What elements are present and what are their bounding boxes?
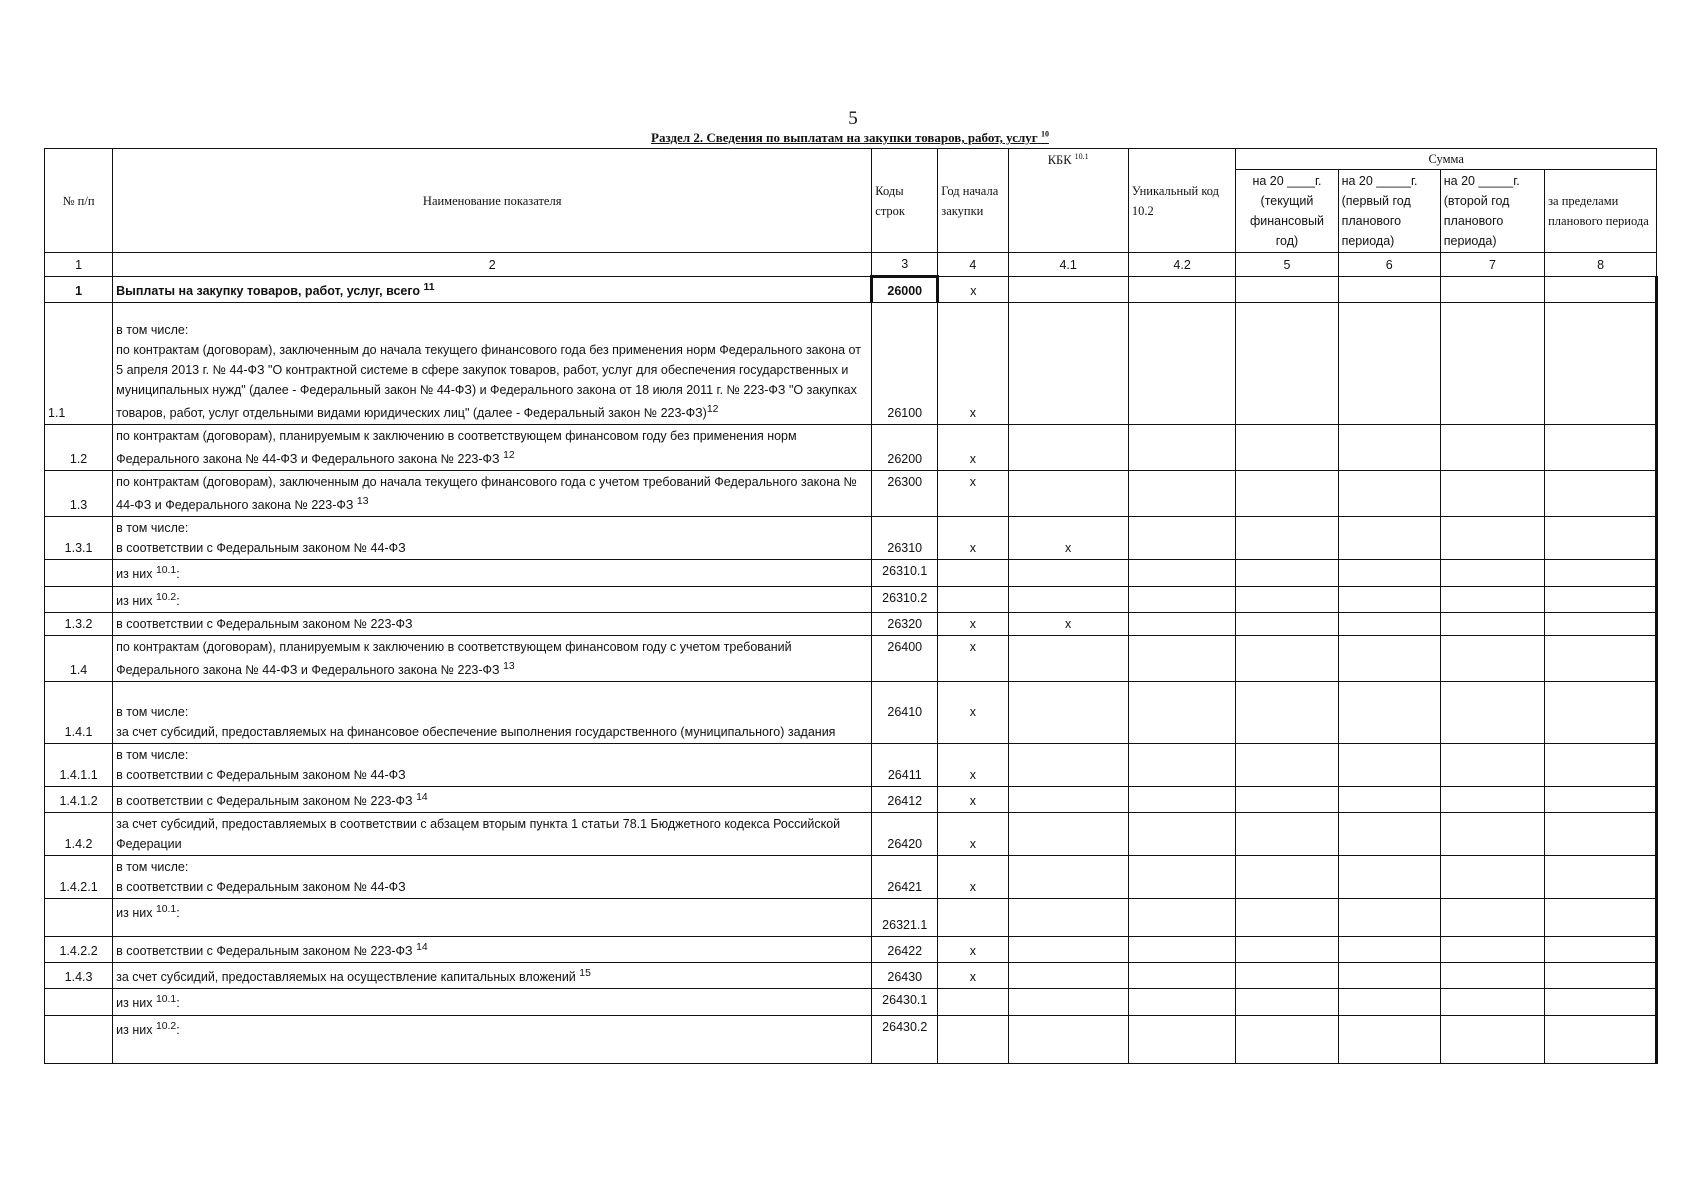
row-name — [113, 937, 872, 963]
header-sum: Сумма — [1236, 149, 1657, 170]
table-row — [45, 1015, 1657, 1063]
row-kbk — [1008, 471, 1128, 517]
row-kbk: x — [1008, 612, 1128, 635]
row-name — [113, 303, 872, 425]
row-sum-7 — [1440, 277, 1544, 303]
header-col5: на 20 ____г. (текущий финансовый год) — [1236, 170, 1338, 253]
row-name-text: из них — [116, 593, 153, 608]
table-row — [45, 560, 1657, 586]
row-sum-7 — [1440, 517, 1544, 560]
row-sum-8 — [1545, 1015, 1657, 1063]
row-number: 1.2 — [45, 425, 113, 471]
row-sum-8 — [1545, 681, 1657, 743]
col-number: 8 — [1545, 253, 1657, 277]
header-col8: за пределами планового периода — [1545, 170, 1657, 253]
header-code: Коды строк — [872, 149, 938, 253]
row-kbk — [1008, 635, 1128, 681]
row-number — [45, 899, 113, 937]
row-footnote: 10.1 — [155, 994, 177, 1006]
row-unique-code — [1128, 586, 1236, 612]
header-name: Наименование показателя — [113, 149, 872, 253]
row-kbk — [1008, 813, 1128, 856]
row-name-text: в том числе: по контрактам (договорам), заключенным до начала текущего финансового года без применения норм Федерального закона от 5 апреля 2013 г. № 44-ФЗ "О контрактной системе в сфере закупок товаров, работ, услуг для обеспечения государственных и муниципальных нужд" (далее - Федеральный закон № 44-ФЗ) и Федерального закона от 18 июля 2011 г. № 223-ФЗ "О закупках товаров, работ, услуг отдельными видами юридических лиц" (далее - Федеральный закон № 223-ФЗ) — [116, 323, 861, 421]
row-sum-6 — [1338, 963, 1440, 989]
row-name: в том числе: в соответствии с Федеральным законом № 44-ФЗ — [113, 743, 872, 786]
row-year — [938, 989, 1008, 1015]
row-unique-code — [1128, 899, 1236, 937]
column-number-row — [45, 253, 1657, 277]
row-name: из них $^{10.1}$: — [113, 989, 872, 1015]
row-number: 1.3.1 — [45, 517, 113, 560]
row-footnote: 14 — [416, 942, 428, 954]
row-sum-6 — [1338, 425, 1440, 471]
row-kbk — [1008, 277, 1128, 303]
row-sum-7 — [1440, 303, 1544, 425]
header-col6: на 20 _____г. (первый год планового периода) — [1338, 170, 1440, 253]
row-number — [45, 989, 113, 1015]
header-num: № п/п — [45, 149, 113, 253]
table-row — [45, 813, 1657, 856]
row-number: 1.3 — [45, 471, 113, 517]
row-year: x — [938, 963, 1008, 989]
row-sum-5 — [1236, 612, 1338, 635]
row-number: 1.3.2 — [45, 612, 113, 635]
row-sum-6 — [1338, 1015, 1440, 1063]
row-sum-5 — [1236, 425, 1338, 471]
table-row — [45, 899, 1657, 937]
row-sum-5 — [1236, 743, 1338, 786]
row-name-text: в соответствии с Федеральным законом № 223-ФЗ — [116, 944, 413, 959]
row-number: 1 — [45, 277, 113, 303]
row-sum-7 — [1440, 989, 1544, 1015]
row-name-text: из них — [116, 567, 153, 582]
row-name — [113, 425, 872, 471]
row-sum-8 — [1545, 560, 1657, 586]
row-name: в том числе: в соответствии с Федеральным законом № 44-ФЗ — [113, 856, 872, 899]
row-code: 26430.1 — [872, 989, 938, 1015]
table-row — [45, 612, 1657, 635]
row-footnote: 10.1 — [155, 904, 177, 916]
row-sum-6 — [1338, 635, 1440, 681]
row-sum-6 — [1338, 989, 1440, 1015]
row-kbk — [1008, 899, 1128, 937]
header-unique-code: Уникальный код 10.2 — [1128, 149, 1236, 253]
row-sum-7 — [1440, 560, 1544, 586]
row-unique-code — [1128, 743, 1236, 786]
row-name: из них $^{10.1}$: — [113, 560, 872, 586]
row-name: из них $^{10.1}$: — [113, 899, 872, 937]
col-number: 3 — [872, 253, 938, 277]
row-code: 26321.1 — [872, 899, 938, 937]
row-code: 26310 — [872, 517, 938, 560]
row-unique-code — [1128, 681, 1236, 743]
row-sum-7 — [1440, 813, 1544, 856]
row-kbk — [1008, 989, 1128, 1015]
row-year: x — [938, 277, 1008, 303]
row-sum-7 — [1440, 681, 1544, 743]
row-name: за счет субсидий, предоставляемых в соответствии с абзацем вторым пункта 1 статьи 78.1 Бюджетного кодекса Российской Федерации — [113, 813, 872, 856]
table-row — [45, 937, 1657, 963]
row-sum-7 — [1440, 937, 1544, 963]
row-year — [938, 560, 1008, 586]
row-unique-code — [1128, 560, 1236, 586]
row-sum-7 — [1440, 856, 1544, 899]
row-number: 1.4.1 — [45, 681, 113, 743]
row-sum-6 — [1338, 277, 1440, 303]
row-sum-8 — [1545, 899, 1657, 937]
row-unique-code — [1128, 612, 1236, 635]
row-sum-8 — [1545, 277, 1657, 303]
row-year — [938, 1015, 1008, 1063]
payments-table — [44, 148, 1658, 1064]
row-sum-8 — [1545, 856, 1657, 899]
row-unique-code — [1128, 786, 1236, 812]
row-sum-6 — [1338, 813, 1440, 856]
row-sum-7 — [1440, 612, 1544, 635]
table-row — [45, 471, 1657, 517]
row-year — [938, 586, 1008, 612]
row-code: 26000 — [872, 277, 938, 303]
row-name — [113, 277, 872, 303]
row-sum-8 — [1545, 586, 1657, 612]
row-sum-8 — [1545, 937, 1657, 963]
row-sum-6 — [1338, 612, 1440, 635]
row-kbk — [1008, 856, 1128, 899]
row-code: 26410 — [872, 681, 938, 743]
row-name: из них $^{10.2}$: — [113, 586, 872, 612]
row-year: x — [938, 471, 1008, 517]
table-row — [45, 277, 1657, 303]
row-unique-code — [1128, 813, 1236, 856]
table-row — [45, 425, 1657, 471]
row-sum-5 — [1236, 277, 1338, 303]
header-year: Год начала закупки — [938, 149, 1008, 253]
section-title — [560, 130, 1140, 146]
row-kbk — [1008, 560, 1128, 586]
row-code: 26320 — [872, 612, 938, 635]
page-number: 5 — [848, 108, 858, 129]
row-name-text: за счет субсидий, предоставляемых на осуществление капитальных вложений — [116, 970, 576, 985]
row-name-text: из них — [116, 906, 153, 921]
row-unique-code — [1128, 517, 1236, 560]
row-sum-5 — [1236, 963, 1338, 989]
row-kbk — [1008, 963, 1128, 989]
row-name — [113, 786, 872, 812]
header-col7: на 20 _____г. (второй год планового периода) — [1440, 170, 1544, 253]
row-sum-7 — [1440, 635, 1544, 681]
row-sum-5 — [1236, 471, 1338, 517]
row-sum-8 — [1545, 963, 1657, 989]
row-sum-6 — [1338, 937, 1440, 963]
col-number: 5 — [1236, 253, 1338, 277]
row-sum-7 — [1440, 1015, 1544, 1063]
row-footnote: 10.2 — [155, 1020, 177, 1032]
row-unique-code — [1128, 277, 1236, 303]
row-unique-code — [1128, 471, 1236, 517]
table-row — [45, 517, 1657, 560]
row-sum-5 — [1236, 1015, 1338, 1063]
row-unique-code — [1128, 425, 1236, 471]
row-sum-5 — [1236, 681, 1338, 743]
row-sum-6 — [1338, 303, 1440, 425]
col-number: 1 — [45, 253, 113, 277]
row-sum-8 — [1545, 425, 1657, 471]
table-row — [45, 303, 1657, 425]
row-sum-5 — [1236, 586, 1338, 612]
row-number: 1.4.3 — [45, 963, 113, 989]
row-code: 26310.2 — [872, 586, 938, 612]
row-sum-8 — [1545, 471, 1657, 517]
header-row-1 — [45, 149, 1657, 170]
row-sum-8 — [1545, 813, 1657, 856]
row-sum-7 — [1440, 471, 1544, 517]
row-kbk — [1008, 937, 1128, 963]
row-number: 1.4.1.2 — [45, 786, 113, 812]
col-number: 2 — [113, 253, 872, 277]
section-title-text: Раздел 2. Сведения по выплатам на закупки товаров, работ, услуг — [651, 130, 1038, 145]
col-number: 4 — [938, 253, 1008, 277]
row-name: в соответствии с Федеральным законом № 223-ФЗ — [113, 612, 872, 635]
row-footnote: 15 — [579, 968, 591, 980]
row-code: 26422 — [872, 937, 938, 963]
row-sum-5 — [1236, 937, 1338, 963]
row-unique-code — [1128, 856, 1236, 899]
row-number: 1.4 — [45, 635, 113, 681]
col-number: 7 — [1440, 253, 1544, 277]
row-code: 26430.2 — [872, 1015, 938, 1063]
row-sum-6 — [1338, 786, 1440, 812]
row-kbk — [1008, 786, 1128, 812]
col-number: 4.2 — [1128, 253, 1236, 277]
row-kbk — [1008, 303, 1128, 425]
row-year: x — [938, 786, 1008, 812]
row-name — [113, 471, 872, 517]
row-number — [45, 586, 113, 612]
row-footnote: 11 — [423, 282, 435, 293]
row-footnote: 13 — [356, 496, 369, 508]
row-code: 26100 — [872, 303, 938, 425]
row-name: в том числе: в соответствии с Федеральным законом № 44-ФЗ — [113, 517, 872, 560]
row-code: 26412 — [872, 786, 938, 812]
col-number: 4.1 — [1008, 253, 1128, 277]
row-name-text: по контрактам (договорам), планируемым к заключению в соответствующем финансовом году без применения норм Федерального закона № 44-ФЗ и Федерального закона № 223-ФЗ — [116, 429, 797, 467]
table-row — [45, 786, 1657, 812]
row-footnote: 12 — [503, 450, 515, 462]
row-footnote: 10.2 — [155, 591, 177, 603]
row-number: 1.4.2 — [45, 813, 113, 856]
table-row — [45, 681, 1657, 743]
row-code: 26200 — [872, 425, 938, 471]
table-row — [45, 963, 1657, 989]
row-number — [45, 560, 113, 586]
row-sum-5 — [1236, 786, 1338, 812]
row-sum-5 — [1236, 856, 1338, 899]
row-year: x — [938, 813, 1008, 856]
row-sum-6 — [1338, 471, 1440, 517]
section-title-footnote: 10 — [1040, 129, 1049, 139]
row-name-text: из них — [116, 996, 153, 1011]
row-sum-5 — [1236, 560, 1338, 586]
row-name-text: по контрактам (договорам), заключенным до начала текущего финансового года с учетом требований Федерального закона № 44-ФЗ и Федерального закона № 223-ФЗ — [116, 475, 857, 513]
row-code: 26300 — [872, 471, 938, 517]
row-year: x — [938, 517, 1008, 560]
table-row — [45, 856, 1657, 899]
row-number — [45, 1015, 113, 1063]
row-footnote: 14 — [416, 791, 428, 803]
row-sum-8 — [1545, 786, 1657, 812]
row-year: x — [938, 425, 1008, 471]
table-row — [45, 743, 1657, 786]
row-kbk — [1008, 743, 1128, 786]
row-number: 1.1 — [45, 303, 113, 425]
row-sum-7 — [1440, 786, 1544, 812]
row-unique-code — [1128, 303, 1236, 425]
row-sum-6 — [1338, 743, 1440, 786]
row-name — [113, 963, 872, 989]
row-year: x — [938, 856, 1008, 899]
row-year: x — [938, 681, 1008, 743]
row-footnote: 12 — [706, 404, 719, 415]
row-footnote: 13 — [503, 660, 515, 672]
row-unique-code — [1128, 937, 1236, 963]
header-kbk-label: КБК — [1047, 153, 1072, 167]
row-sum-5 — [1236, 899, 1338, 937]
row-sum-6 — [1338, 899, 1440, 937]
row-number: 1.4.2.1 — [45, 856, 113, 899]
row-name-text: из них — [116, 1022, 153, 1037]
row-kbk — [1008, 1015, 1128, 1063]
row-code: 26420 — [872, 813, 938, 856]
table-row — [45, 989, 1657, 1015]
row-unique-code — [1128, 963, 1236, 989]
row-kbk — [1008, 425, 1128, 471]
row-sum-8 — [1545, 635, 1657, 681]
header-kbk — [1008, 149, 1128, 253]
row-sum-7 — [1440, 586, 1544, 612]
table-row — [45, 635, 1657, 681]
row-sum-8 — [1545, 612, 1657, 635]
row-sum-6 — [1338, 681, 1440, 743]
row-code: 26421 — [872, 856, 938, 899]
row-name: из них $^{10.2}$: — [113, 1015, 872, 1063]
row-year: x — [938, 303, 1008, 425]
row-sum-6 — [1338, 517, 1440, 560]
row-unique-code — [1128, 635, 1236, 681]
row-sum-5 — [1236, 303, 1338, 425]
header-kbk-footnote: 10.1 — [1074, 151, 1089, 161]
row-sum-5 — [1236, 517, 1338, 560]
row-year: x — [938, 937, 1008, 963]
row-year: x — [938, 743, 1008, 786]
table-row — [45, 586, 1657, 612]
row-sum-7 — [1440, 743, 1544, 786]
row-sum-6 — [1338, 856, 1440, 899]
row-name — [113, 635, 872, 681]
row-sum-7 — [1440, 899, 1544, 937]
row-sum-8 — [1545, 989, 1657, 1015]
row-sum-7 — [1440, 963, 1544, 989]
row-kbk — [1008, 586, 1128, 612]
row-code: 26430 — [872, 963, 938, 989]
row-kbk — [1008, 681, 1128, 743]
row-name-text: Выплаты на закупку товаров, работ, услуг, всего — [116, 284, 421, 299]
row-sum-6 — [1338, 586, 1440, 612]
row-name-text: в соответствии с Федеральным законом № 223-ФЗ — [116, 794, 413, 809]
row-kbk: x — [1008, 517, 1128, 560]
row-sum-8 — [1545, 743, 1657, 786]
row-unique-code — [1128, 989, 1236, 1015]
row-code: 26310.1 — [872, 560, 938, 586]
row-sum-5 — [1236, 635, 1338, 681]
row-number: 1.4.1.1 — [45, 743, 113, 786]
row-sum-8 — [1545, 303, 1657, 425]
row-name: в том числе: за счет субсидий, предоставляемых на финансовое обеспечение выполнения государственного (муниципального) задания — [113, 681, 872, 743]
col-number: 6 — [1338, 253, 1440, 277]
row-unique-code — [1128, 1015, 1236, 1063]
row-sum-7 — [1440, 425, 1544, 471]
row-year: x — [938, 612, 1008, 635]
row-year: x — [938, 635, 1008, 681]
row-sum-8 — [1545, 517, 1657, 560]
row-code: 26411 — [872, 743, 938, 786]
row-number: 1.4.2.2 — [45, 937, 113, 963]
row-footnote: 10.1 — [155, 565, 177, 577]
row-code: 26400 — [872, 635, 938, 681]
row-year — [938, 899, 1008, 937]
row-sum-5 — [1236, 813, 1338, 856]
row-sum-5 — [1236, 989, 1338, 1015]
row-name-text: по контрактам (договорам), планируемым к заключению в соответствующем финансовом году с учетом требований Федерального закона № 44-ФЗ и Федерального закона № 223-ФЗ — [116, 639, 792, 677]
row-sum-6 — [1338, 560, 1440, 586]
